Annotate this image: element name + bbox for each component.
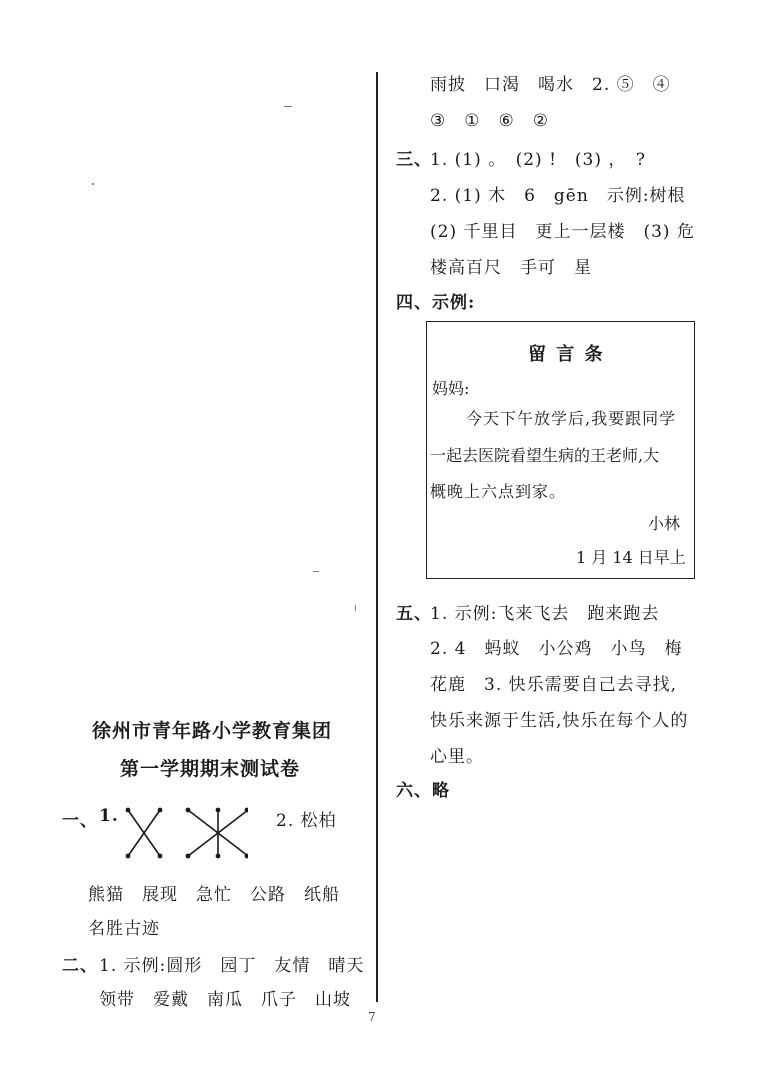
answer-line: 花鹿 3. 快乐需要自己去寻找, [430, 675, 678, 695]
exam-subtitle: 第一学期期末测试卷 [120, 758, 301, 780]
scan-speck [284, 106, 292, 107]
match-dot [216, 854, 221, 859]
match-dot [186, 808, 191, 813]
note-body-line: 概晚上六点到家。 [430, 482, 567, 501]
page-number: 7 [368, 1010, 376, 1024]
section-3-number: 三、 [396, 150, 432, 170]
match-dot [126, 808, 131, 813]
match-dot [158, 854, 163, 859]
section-2-number: 二、 [62, 956, 98, 976]
answer-line: 心里。 [430, 747, 484, 767]
section-1-item-1: 1. [99, 806, 119, 826]
scan-speck [92, 183, 94, 185]
section-1-item-2: 2. 松柏 [276, 811, 337, 831]
matching-lines-figure [118, 800, 248, 870]
scan-speck [313, 571, 319, 572]
answer-line: 熊猫 展现 急忙 公路 纸船 [88, 885, 340, 905]
answer-line: 1. (1) 。 (2) ! (3) ， ? [430, 150, 647, 170]
note-body-line: 一起去医院看望生病的王老师,大 [430, 446, 660, 465]
answer-line: 名胜古迹 [88, 919, 160, 939]
section-4-label: 四、示例: [396, 293, 476, 313]
note-signer: 小林 [648, 514, 681, 533]
section-1-number: 一、 [62, 811, 98, 831]
note-title: 留 言 条 [528, 344, 605, 365]
column-divider [376, 72, 378, 1002]
match-dot [216, 808, 221, 813]
section-6-label: 六、略 [396, 781, 450, 801]
answer-line: 2. 4 蚂蚁 小公鸡 小鸟 梅 [430, 639, 683, 659]
scan-speck [355, 605, 356, 611]
note-greeting: 妈妈: [432, 379, 470, 398]
answer-line: 雨披 口渴 喝水 2. ⑤ ④ [430, 75, 671, 95]
answer-line: (2) 千里目 更上一层楼 (3) 危 [430, 222, 695, 242]
answer-line: 快乐来源于生活,快乐在每个人的 [430, 711, 689, 731]
answer-line: 领带 爱戴 南瓜 爪子 山坡 [99, 990, 351, 1010]
note-body-line: 今天下午放学后,我要跟同学 [466, 409, 677, 428]
match-dot [158, 808, 163, 813]
section-5-number: 五、 [396, 604, 432, 624]
match-dot [126, 854, 131, 859]
match-dot [186, 854, 191, 859]
answer-line: ③ ① ⑥ ② [430, 111, 549, 131]
answer-line: 楼高百尺 手可 星 [430, 258, 592, 278]
answer-line: 1. 示例:圆形 园丁 友情 晴天 [99, 956, 365, 976]
note-date: 1 月 14 日早上 [576, 548, 686, 567]
answer-line: 2. (1) 木 6 gēn 示例:树根 [430, 186, 686, 206]
answer-line: 1. 示例:飞来飞去 跑来跑去 [430, 604, 660, 624]
exam-title: 徐州市青年路小学教育集团 [92, 720, 333, 742]
